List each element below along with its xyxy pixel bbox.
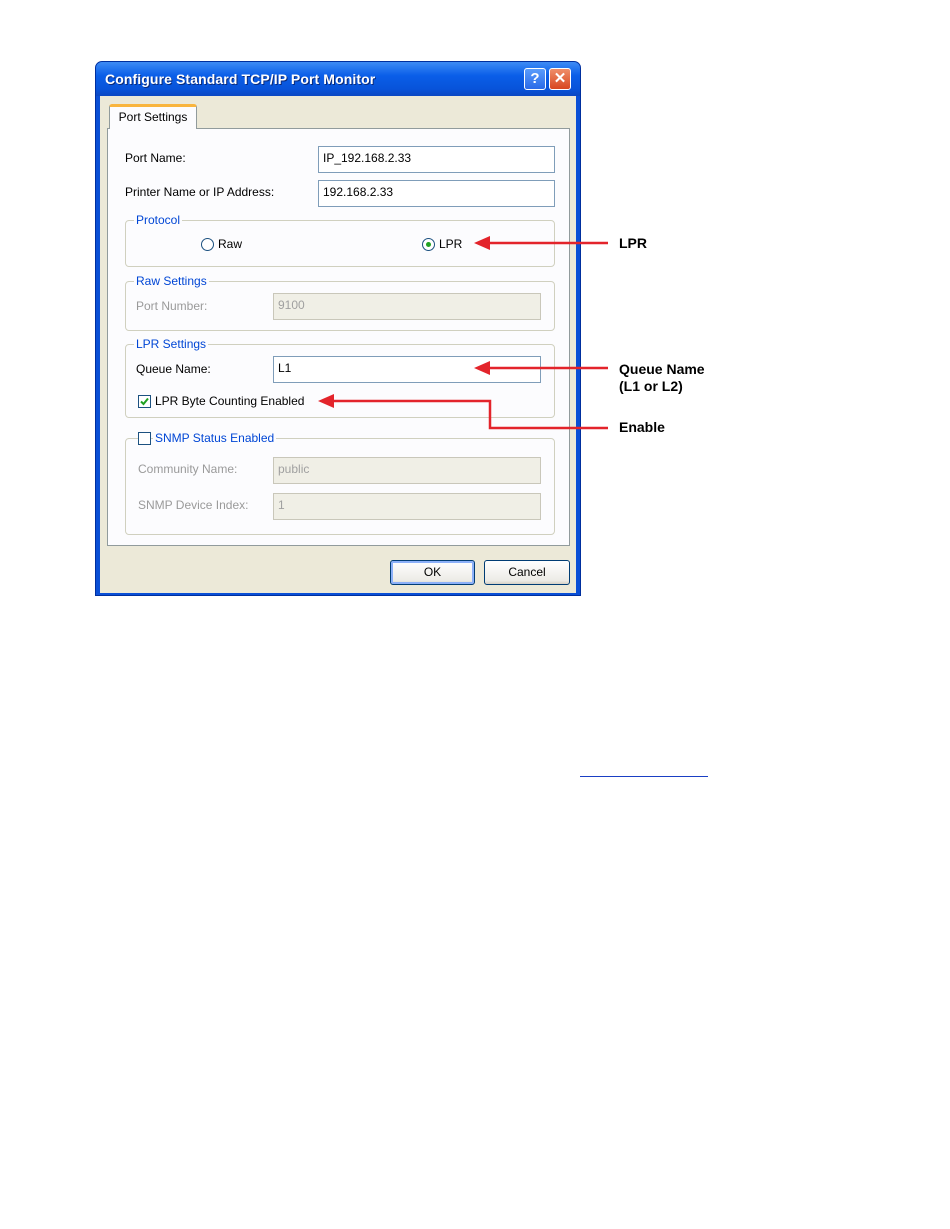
lpr-settings-group [125, 337, 555, 418]
port-name-input[interactable]: IP_192.168.2.33 [318, 146, 555, 173]
port-monitor-dialog [95, 61, 581, 596]
community-name-label: Community Name: [138, 462, 238, 476]
annotation-lpr: LPR [619, 235, 647, 251]
device-index-input: 1 [273, 493, 541, 520]
dialog-client-area [100, 96, 576, 593]
byte-counting-checkbox[interactable] [138, 395, 151, 408]
lpr-radio[interactable] [422, 238, 435, 251]
snmp-checkbox[interactable] [138, 432, 151, 445]
raw-radio-label[interactable]: Raw [218, 237, 243, 251]
annotation-enable: Enable [619, 419, 665, 435]
tab-port-settings[interactable]: Port Settings [109, 104, 197, 129]
port-settings-panel [107, 128, 570, 546]
raw-settings-title: Raw Settings [136, 274, 207, 288]
protocol-group [125, 213, 555, 267]
snmp-group-title[interactable]: SNMP Status Enabled [155, 431, 275, 445]
raw-radio[interactable] [201, 238, 214, 251]
port-name-label: Port Name: [125, 151, 186, 165]
printer-address-label: Printer Name or IP Address: [125, 185, 275, 199]
annotation-queue-name-hint: (L1 or L2) [619, 378, 683, 394]
help-icon[interactable]: ? [524, 68, 546, 90]
annotation-queue-name: Queue Name [619, 361, 705, 377]
byte-counting-label[interactable]: LPR Byte Counting Enabled [155, 394, 305, 408]
radio-selected-dot [426, 242, 431, 247]
community-name-input: public [273, 457, 541, 484]
queue-name-label: Queue Name: [136, 362, 211, 376]
printer-address-input[interactable]: 192.168.2.33 [318, 180, 555, 207]
port-number-label: Port Number: [136, 299, 208, 313]
raw-settings-group [125, 274, 555, 331]
lpr-radio-label[interactable]: LPR [439, 237, 463, 251]
link-underline[interactable] [580, 776, 708, 777]
close-icon[interactable]: ✕ [549, 68, 571, 90]
checkmark-icon [139, 396, 150, 407]
device-index-label: SNMP Device Index: [138, 498, 249, 512]
queue-name-input[interactable]: L1 [273, 356, 541, 383]
port-number-input: 9100 [273, 293, 541, 320]
protocol-group-title: Protocol [136, 213, 181, 227]
cancel-button[interactable]: Cancel [484, 560, 570, 585]
lpr-settings-title: LPR Settings [136, 337, 207, 351]
title-bar[interactable] [96, 62, 580, 96]
ok-button[interactable]: OK [390, 560, 475, 585]
snmp-group [125, 431, 555, 535]
dialog-title: Configure Standard TCP/IP Port Monitor [105, 71, 376, 87]
